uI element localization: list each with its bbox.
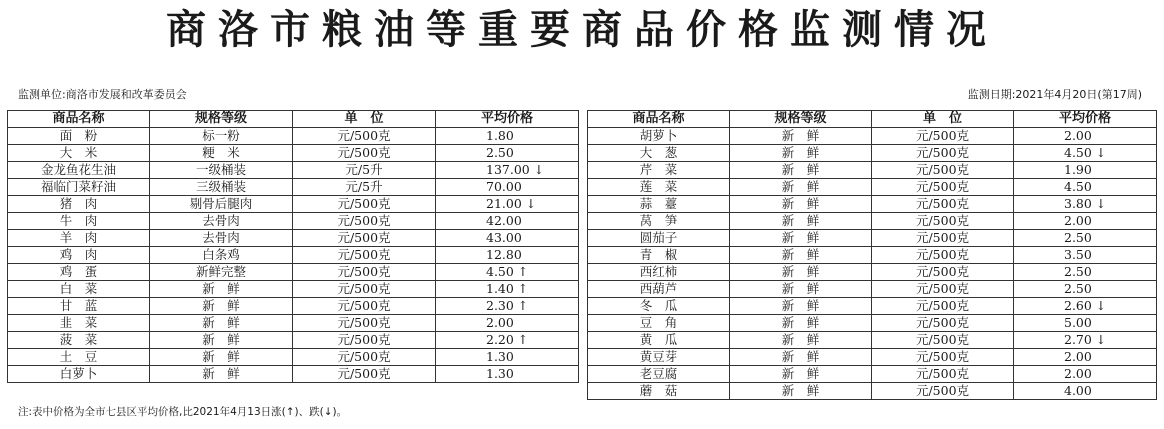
commodity-name-cell: 蘑 菇 (588, 383, 730, 400)
unit-cell: 元/500克 (872, 230, 1014, 247)
unit-cell: 元/500克 (293, 247, 436, 264)
commodity-name-cell: 胡萝卜 (588, 128, 730, 145)
table-row (588, 383, 1157, 400)
unit-cell: 元/500克 (293, 128, 436, 145)
price-cell: 2.00 (436, 315, 579, 332)
table-row (588, 247, 1157, 264)
grade-cell: 新 鲜 (730, 383, 872, 400)
commodity-name-cell: 冬 瓜 (588, 298, 730, 315)
unit-cell: 元/500克 (293, 264, 436, 281)
commodity-name-cell: 牛 肉 (8, 213, 150, 230)
price-cell: 2.20 ↑ (436, 332, 579, 349)
price-cell: 42.00 (436, 213, 579, 230)
price-cell: 2.00 (1014, 128, 1157, 145)
table-row (588, 230, 1157, 247)
price-cell: 2.50 (1014, 281, 1157, 298)
grade-cell: 新 鲜 (150, 366, 293, 383)
grade-cell: 新 鲜 (730, 230, 872, 247)
column-header-price: 平均价格 (436, 111, 579, 128)
commodity-name-cell: 莴 笋 (588, 213, 730, 230)
unit-cell: 元/500克 (293, 213, 436, 230)
grade-cell: 标一粉 (150, 128, 293, 145)
commodity-name-cell: 黄 瓜 (588, 332, 730, 349)
table-row (8, 179, 579, 196)
commodity-name-cell: 青 椒 (588, 247, 730, 264)
unit-cell: 元/500克 (872, 349, 1014, 366)
price-cell: 2.50 (436, 145, 579, 162)
price-cell: 2.30 ↑ (436, 298, 579, 315)
commodity-name-cell: 鸡 肉 (8, 247, 150, 264)
commodity-name-cell: 韭 菜 (8, 315, 150, 332)
table-row (8, 128, 579, 145)
table-row (8, 162, 579, 179)
grade-cell: 粳 米 (150, 145, 293, 162)
unit-cell: 元/500克 (293, 196, 436, 213)
table-row (588, 315, 1157, 332)
price-cell: 3.80 ↓ (1014, 196, 1157, 213)
grade-cell: 新 鲜 (730, 349, 872, 366)
price-cell: 1.30 (436, 366, 579, 383)
commodity-name-cell: 豆 角 (588, 315, 730, 332)
price-cell: 70.00 (436, 179, 579, 196)
commodity-name-cell: 西葫芦 (588, 281, 730, 298)
price-cell: 2.00 (1014, 349, 1157, 366)
price-cell: 43.00 (436, 230, 579, 247)
price-cell: 4.50 ↓ (1014, 145, 1157, 162)
table-row (8, 315, 579, 332)
unit-cell: 元/500克 (293, 298, 436, 315)
price-cell: 4.00 (1014, 383, 1157, 400)
commodity-name-cell: 圆茄子 (588, 230, 730, 247)
table-row (588, 128, 1157, 145)
grade-cell: 新 鲜 (730, 145, 872, 162)
price-table-left (7, 110, 579, 383)
grade-cell: 新 鲜 (730, 196, 872, 213)
grade-cell: 新 鲜 (150, 281, 293, 298)
grade-cell: 一级桶装 (150, 162, 293, 179)
commodity-name-cell: 白萝卜 (8, 366, 150, 383)
price-cell: 12.80 (436, 247, 579, 264)
price-cell: 1.80 (436, 128, 579, 145)
price-cell: 3.50 (1014, 247, 1157, 264)
table-row (8, 366, 579, 383)
commodity-name-cell: 羊 肉 (8, 230, 150, 247)
commodity-name-cell: 金龙鱼花生油 (8, 162, 150, 179)
commodity-name-cell: 大 米 (8, 145, 150, 162)
commodity-name-cell: 鸡 蛋 (8, 264, 150, 281)
grade-cell: 新 鲜 (730, 366, 872, 383)
commodity-name-cell: 猪 肉 (8, 196, 150, 213)
table-row (588, 213, 1157, 230)
column-header-grade: 规格等级 (150, 111, 293, 128)
unit-cell: 元/5升 (293, 179, 436, 196)
price-cell: 1.30 (436, 349, 579, 366)
unit-cell: 元/500克 (872, 145, 1014, 162)
unit-cell: 元/500克 (872, 196, 1014, 213)
grade-cell: 去骨肉 (150, 230, 293, 247)
table-row (588, 332, 1157, 349)
price-cell: 5.00 (1014, 315, 1157, 332)
unit-cell: 元/500克 (293, 315, 436, 332)
price-cell: 2.50 (1014, 230, 1157, 247)
grade-cell: 去骨肉 (150, 213, 293, 230)
unit-cell: 元/500克 (872, 162, 1014, 179)
monitor-unit: 监测单位:商洛市发展和改革委员会 (18, 88, 187, 101)
commodity-name-cell: 蒜 薹 (588, 196, 730, 213)
page-title: 商洛市粮油等重要商品价格监测情况 (166, 7, 998, 53)
price-cell: 137.00 ↓ (436, 162, 579, 179)
unit-cell: 元/500克 (293, 145, 436, 162)
table-row (588, 281, 1157, 298)
commodity-name-cell: 西红柿 (588, 264, 730, 281)
footnote: 注:表中价格为全市七县区平均价格,比2021年4月13日涨(↑)、跌(↓)。 (18, 406, 348, 418)
grade-cell: 新鲜完整 (150, 264, 293, 281)
grade-cell: 新 鲜 (150, 315, 293, 332)
unit-cell: 元/500克 (872, 315, 1014, 332)
unit-cell: 元/500克 (872, 332, 1014, 349)
grade-cell: 新 鲜 (730, 281, 872, 298)
grade-cell: 新 鲜 (730, 332, 872, 349)
table-row (8, 247, 579, 264)
commodity-name-cell: 白 菜 (8, 281, 150, 298)
price-cell: 2.00 (1014, 213, 1157, 230)
table-row (588, 162, 1157, 179)
price-cell: 1.40 ↑ (436, 281, 579, 298)
unit-cell: 元/500克 (872, 383, 1014, 400)
grade-cell: 新 鲜 (730, 264, 872, 281)
table-row (8, 145, 579, 162)
grade-cell: 新 鲜 (150, 349, 293, 366)
price-cell: 1.90 (1014, 162, 1157, 179)
column-header-unit: 单 位 (293, 111, 436, 128)
unit-cell: 元/500克 (872, 281, 1014, 298)
grade-cell: 新 鲜 (730, 213, 872, 230)
price-cell: 4.50 ↑ (436, 264, 579, 281)
commodity-name-cell: 甘 蓝 (8, 298, 150, 315)
unit-cell: 元/500克 (872, 366, 1014, 383)
table-header-row (588, 111, 1157, 128)
commodity-name-cell: 莲 菜 (588, 179, 730, 196)
table-row (8, 264, 579, 281)
commodity-name-cell: 芹 菜 (588, 162, 730, 179)
commodity-name-cell: 大 葱 (588, 145, 730, 162)
price-cell: 2.70 ↓ (1014, 332, 1157, 349)
table-row (588, 264, 1157, 281)
unit-cell: 元/500克 (872, 247, 1014, 264)
grade-cell: 新 鲜 (150, 298, 293, 315)
table-row (588, 145, 1157, 162)
grade-cell: 新 鲜 (730, 162, 872, 179)
table-header-row (8, 111, 579, 128)
commodity-name-cell: 黄豆芽 (588, 349, 730, 366)
grade-cell: 新 鲜 (730, 315, 872, 332)
table-row (588, 196, 1157, 213)
commodity-name-cell: 福临门菜籽油 (8, 179, 150, 196)
unit-cell: 元/500克 (293, 349, 436, 366)
price-cell: 4.50 (1014, 179, 1157, 196)
grade-cell: 新 鲜 (730, 128, 872, 145)
unit-cell: 元/500克 (293, 281, 436, 298)
price-cell: 2.60 ↓ (1014, 298, 1157, 315)
table-row (8, 349, 579, 366)
commodity-name-cell: 面 粉 (8, 128, 150, 145)
grade-cell: 三级桶装 (150, 179, 293, 196)
price-table-right (587, 110, 1157, 400)
table-row (8, 230, 579, 247)
table-row (8, 281, 579, 298)
table-row (8, 332, 579, 349)
column-header-unit: 单 位 (872, 111, 1014, 128)
column-header-name: 商品名称 (588, 111, 730, 128)
column-header-grade: 规格等级 (730, 111, 872, 128)
column-header-name: 商品名称 (8, 111, 150, 128)
table-row (588, 179, 1157, 196)
price-cell: 2.00 (1014, 366, 1157, 383)
table-row (8, 196, 579, 213)
commodity-name-cell: 土 豆 (8, 349, 150, 366)
grade-cell: 新 鲜 (730, 179, 872, 196)
table-row (8, 298, 579, 315)
grade-cell: 白条鸡 (150, 247, 293, 264)
monitor-date: 监测日期:2021年4月20日(第17周) (967, 88, 1142, 101)
unit-cell: 元/500克 (293, 366, 436, 383)
commodity-name-cell: 老豆腐 (588, 366, 730, 383)
column-header-price: 平均价格 (1014, 111, 1157, 128)
table-row (588, 298, 1157, 315)
unit-cell: 元/5升 (293, 162, 436, 179)
unit-cell: 元/500克 (872, 213, 1014, 230)
unit-cell: 元/500克 (293, 332, 436, 349)
unit-cell: 元/500克 (872, 179, 1014, 196)
grade-cell: 新 鲜 (730, 298, 872, 315)
unit-cell: 元/500克 (872, 128, 1014, 145)
table-row (8, 213, 579, 230)
grade-cell: 新 鲜 (730, 247, 872, 264)
price-cell: 21.00 ↓ (436, 196, 579, 213)
unit-cell: 元/500克 (872, 264, 1014, 281)
unit-cell: 元/500克 (872, 298, 1014, 315)
commodity-name-cell: 菠 菜 (8, 332, 150, 349)
table-row (588, 349, 1157, 366)
unit-cell: 元/500克 (293, 230, 436, 247)
grade-cell: 新 鲜 (150, 332, 293, 349)
grade-cell: 剔骨后腿肉 (150, 196, 293, 213)
price-cell: 2.50 (1014, 264, 1157, 281)
table-row (588, 366, 1157, 383)
